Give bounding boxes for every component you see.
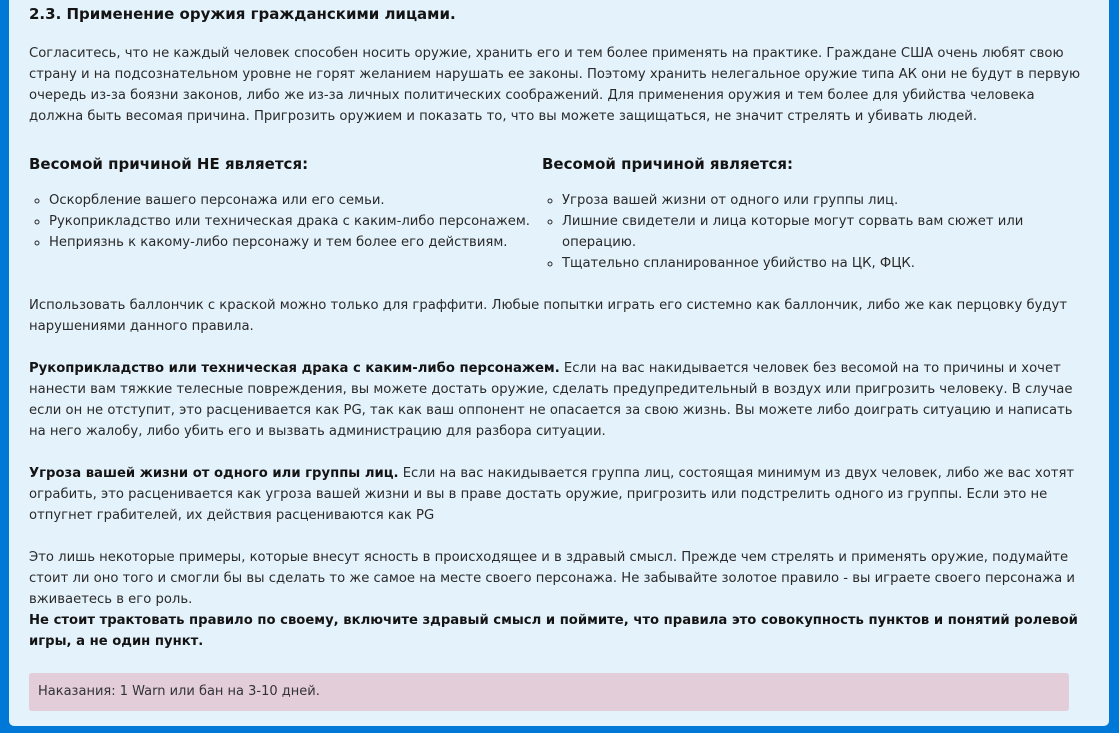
valid-reasons <box>542 153 1055 274</box>
list-item: ◦ Тщательно спланированное убийство на ЦК, ФЦК. <box>562 253 1055 274</box>
conclusion-paragraph: Это лишь некоторые примеры, которые внесут ясность в происходящее и в здравый смысл. Прежде чем стрелять и применять оружие, подумайте стоит ли оно того и смогли бы вы сделать то же самое на месте своего персонажа. Не забывайте золотое правило - вы играете своего персонажа и вживаетесь в его роль. <box>29 550 1075 607</box>
case-threat-paragraph <box>29 463 1085 526</box>
case-fight-paragraph <box>29 358 1085 442</box>
valid-list <box>542 190 1055 274</box>
case-fight-title: Рукоприкладство или техническая драка с каким-либо персонажем. <box>29 361 560 376</box>
not-valid-list <box>29 190 542 253</box>
not-valid-heading: Весомой причиной НЕ является: <box>29 155 309 173</box>
conclusion-bold <box>29 610 1085 652</box>
conclusion-bold-text: Не стоит трактовать правило по своему, включите здравый смысл и поймите, что правила это совокупность пунктов и понятий ролевой игры, а не один пункт. <box>29 613 1078 649</box>
list-item: ◦ Угроза вашей жизни от одного или группы лиц. <box>562 190 1055 211</box>
list-item: ◦ Оскорбление вашего персонажа или его семьи. <box>49 190 542 211</box>
list-item: ◦ Неприязнь к какому-либо персонажу и тем более его действиям. <box>49 232 542 253</box>
penalty-box: Наказания: 1 Warn или бан на 3-10 дней. <box>29 673 1069 711</box>
case-fight-text: Если на вас накидывается человек без весомой на то причины и хочет нанести вам тяжкие телесные повреждения, вы можете достать оружие, сделать предупредительный в воздух или пригрозить человеку. В случае если он не отступит, это расценивается как PG, так как ваш оппонент не опасается за свою жизнь. Вы можете либо доиграть ситуацию и написать на него жалобу, либо убить его и вызвать администрацию для разбора ситуации. <box>29 361 1073 439</box>
list-item: ◦ Рукоприкладство или техническая драка с каким-либо персонажем. <box>49 211 542 232</box>
case-threat-text: Если на вас накидывается группа лиц, состоящая минимум из двух человек, либо же вас хотят ограбить, это расценивается как угроза вашей жизни и вы в праве достать оружие, пригрозить или подстрелить одного из группы. Если это не отпугнет грабителей, их действия расцениваются как PG <box>29 466 1075 523</box>
rule-panel <box>9 0 1109 726</box>
intro-paragraph: Согласитесь, что не каждый человек способен носить оружие, хранить его и тем более применять на практике. Граждане США очень любят свою страну и на подсознательном уровне не горят желанием нарушать ее законы. Поэтому хранить нелегальное оружие типа АК они не будут в первую очередь из-за боязни законов, либо же из-за личных политических соображений. Для применения оружия и тем более для убийства человека должна быть весомая причина. Пригрозить оружием и показать то, что вы можете защищаться, не значит стрелять и убивать людей. <box>29 46 1081 124</box>
case-threat-title: Угроза вашей жизни от одного или группы лиц. <box>29 466 399 481</box>
rule-content <box>29 0 1085 711</box>
valid-heading: Весомой причиной является: <box>542 155 794 173</box>
not-valid-reasons <box>29 153 542 274</box>
reasons-columns <box>29 153 1085 274</box>
rule-title: 2.3. Применение оружия гражданскими лицами. <box>29 5 456 23</box>
graffiti-paragraph: Использовать баллончик с краской можно только для граффити. Любые попытки играть его системно как баллончик, либо же как перцовку будут нарушениями данного правила. <box>29 298 1068 334</box>
list-item: ◦ Лишние свидетели и лица которые могут сорвать вам сюжет или операцию. <box>562 211 1055 253</box>
